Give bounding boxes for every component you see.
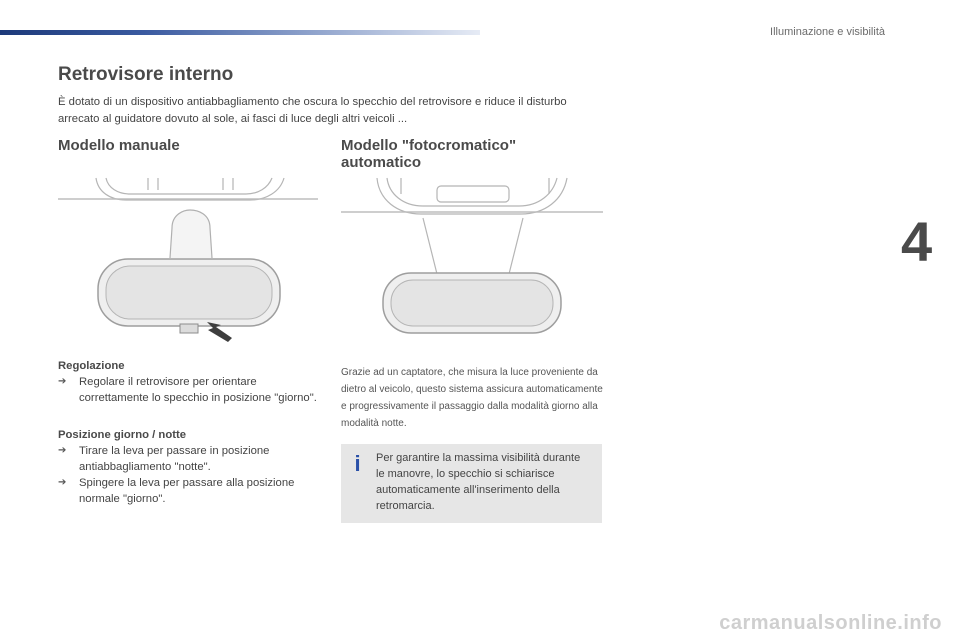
regolazione-title: Regolazione [58,360,125,372]
list-item-text: Regolare il retrovisore per orientare correttamente lo specchio in posizione "giorno". [79,376,317,404]
posizione-title: Posizione giorno / notte [58,429,187,441]
section-title: Illuminazione e visibilità [770,26,885,38]
intro-paragraph: È dotato di un dispositivo antiabbagliamento che oscura lo specchio del retrovisore e riduce il disturbo arrecato al guidatore dovuto al sole, ai fasci di luce degli altri veicoli ... [58,96,567,125]
manual-model-heading: Modello manuale [58,137,180,154]
chapter-number: 4 [901,210,933,273]
list-item [58,374,320,406]
header-gradient-bar [0,30,480,35]
page-title: Retrovisore interno [58,64,234,85]
posizione-block [58,427,320,507]
regolazione-block [58,358,320,406]
arrow-bullet-icon: ➔ [58,477,67,488]
info-text: Per garantire la massima visibilità durante le manovre, lo specchio si schiarisce automaticamente all'inserimento della retromarcia. [376,452,581,512]
manual-mirror-illustration [58,170,318,350]
list-item [58,443,320,475]
automatic-model-heading: Modello "fotocromatico" automatico [341,137,517,171]
automatic-mirror-illustration [341,170,603,340]
list-item-text: Tirare la leva per passare in posizione antiabbagliamento "notte". [79,445,270,473]
watermark: carmanualsonline.info [719,612,942,634]
info-icon: i [354,451,361,476]
list-item [58,475,320,507]
arrow-bullet-icon: ➔ [58,376,67,387]
list-item-text: Spingere la leva per passare alla posizione normale "giorno". [79,477,295,505]
arrow-bullet-icon: ➔ [58,445,67,456]
info-box [341,444,602,523]
automatic-description: Grazie ad un captatore, che misura la luce proveniente da dietro al veicolo, questo sistema assicura automaticamente e progressivamente il passaggio dalla modalità giorno alla modalità notte. [341,367,603,429]
